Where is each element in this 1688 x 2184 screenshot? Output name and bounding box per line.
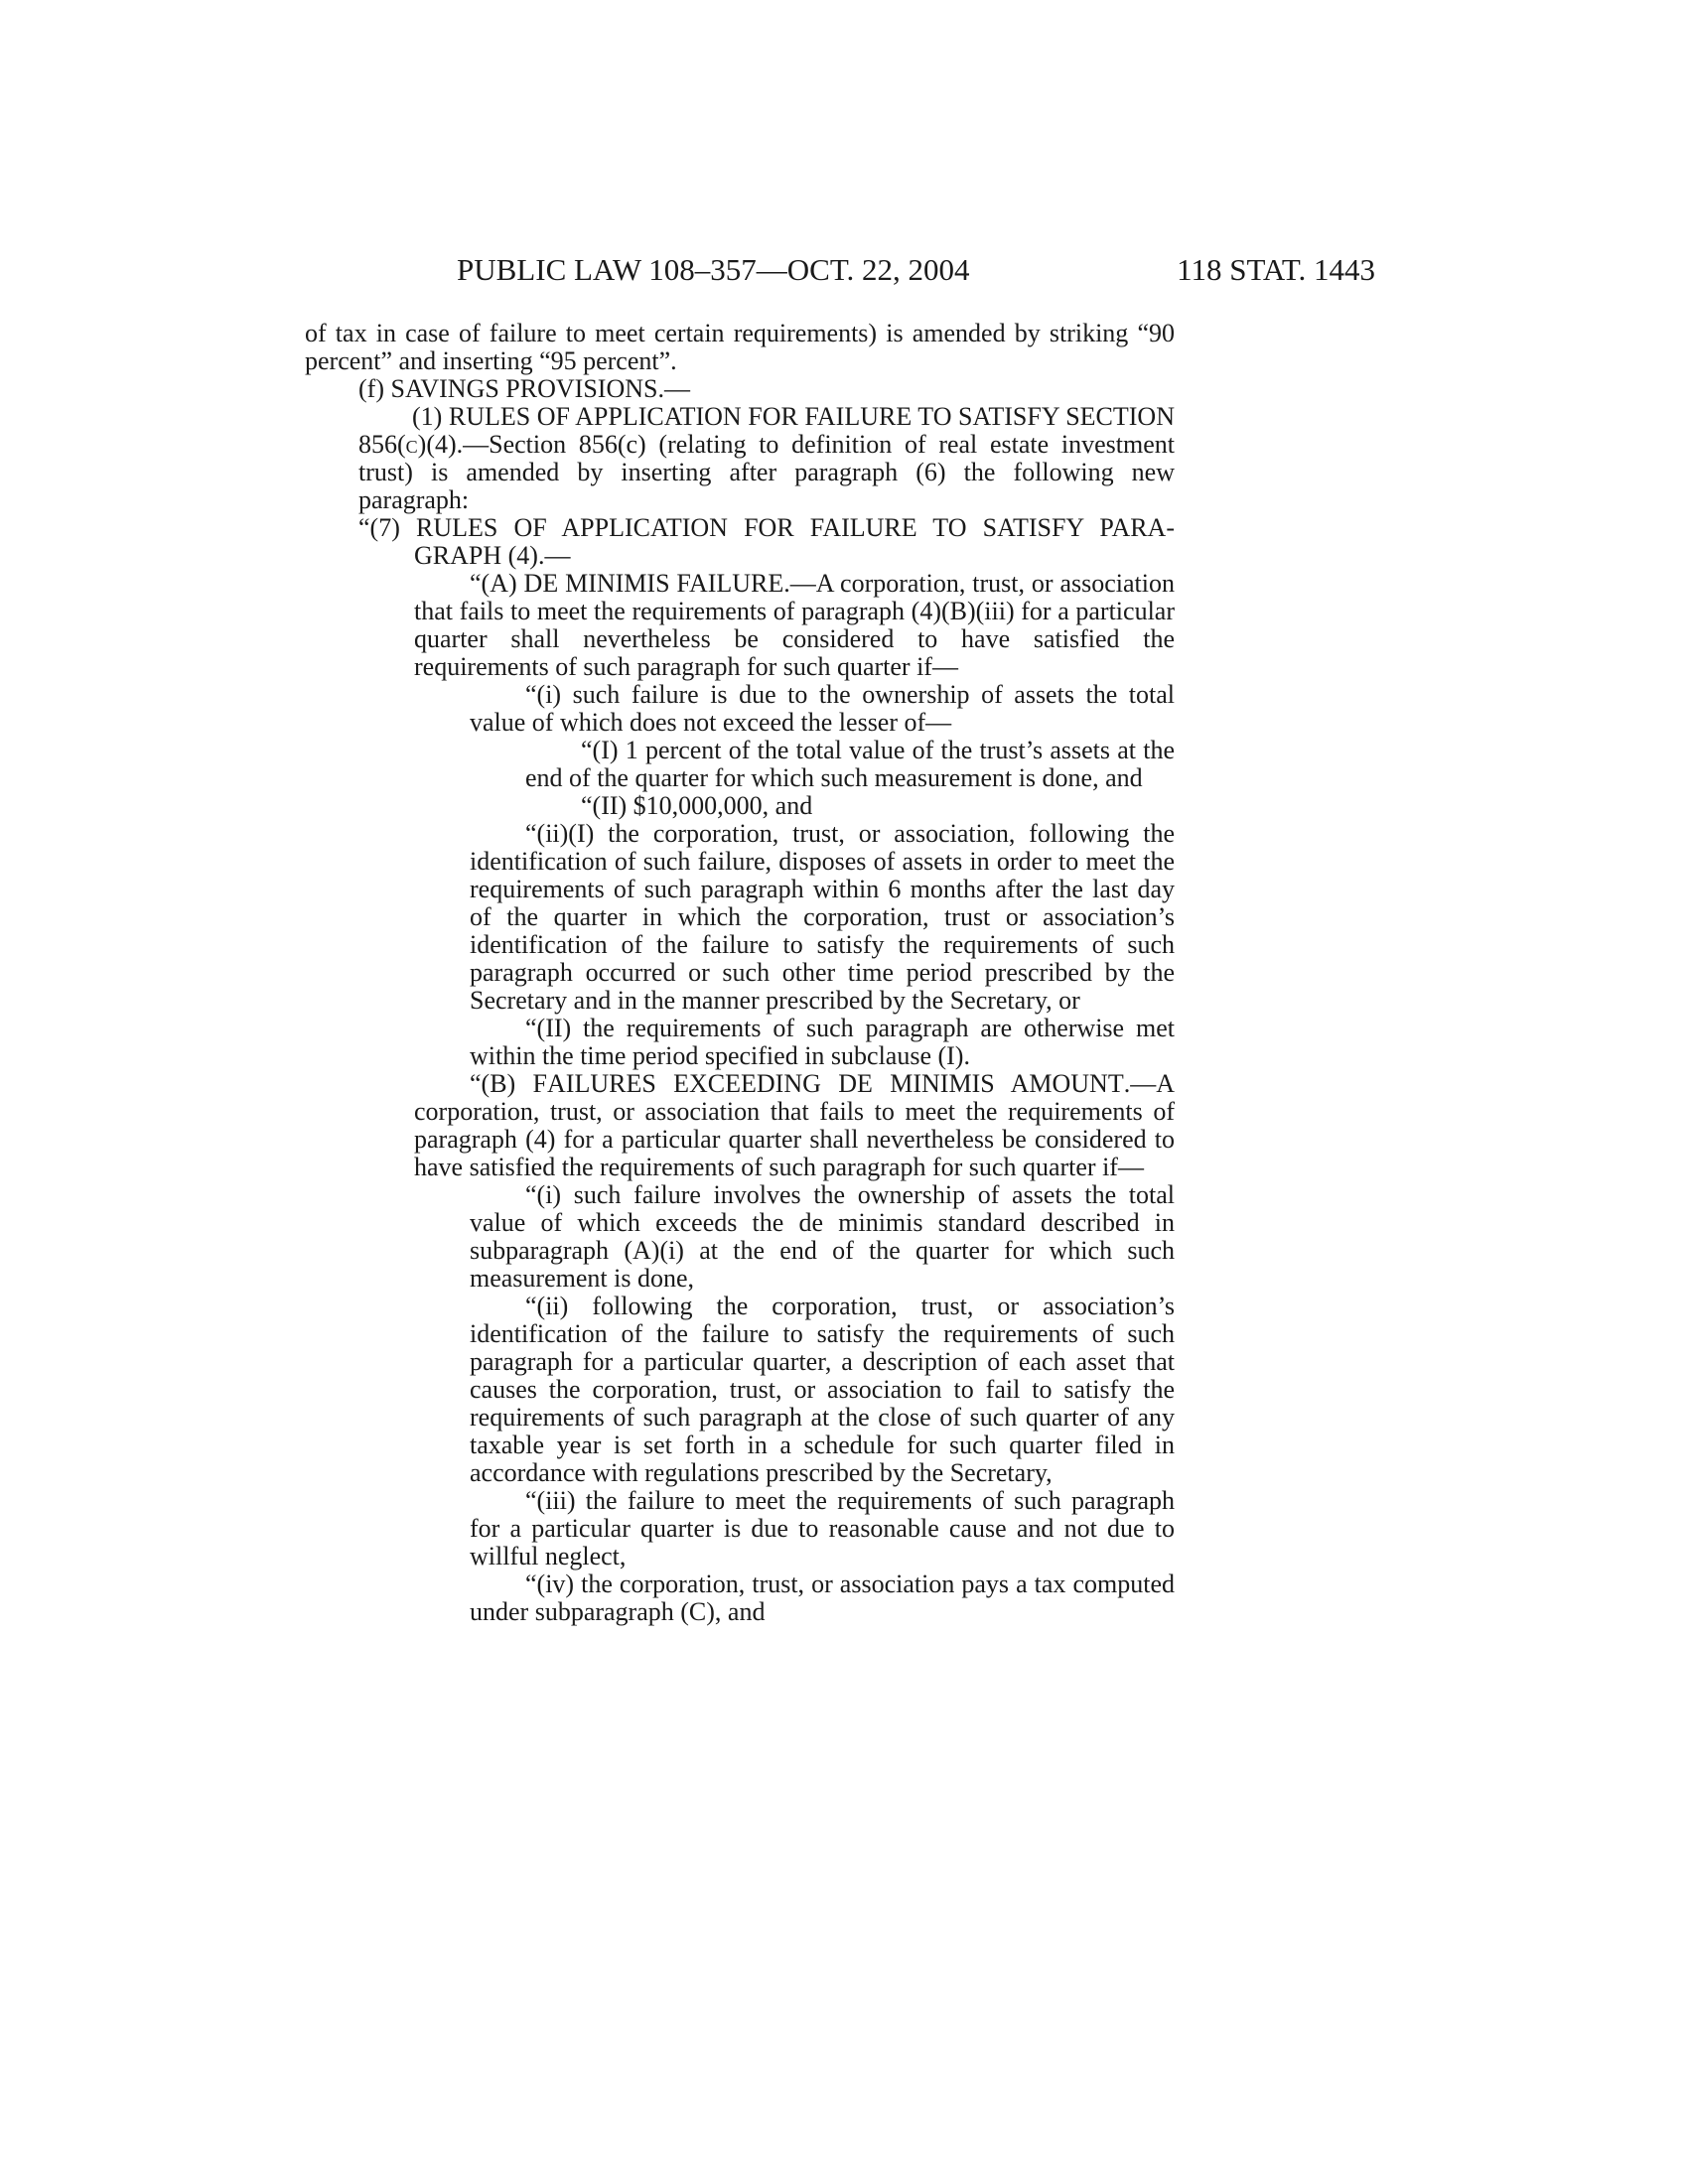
- subclause-A-i-II: “(II) $10,000,000, and: [581, 791, 813, 820]
- subsection-f-heading: (f) SAVINGS PROVISIONS.—: [358, 374, 690, 403]
- subclause-A-i-I: “(I) 1 percent of the total value of the trust’s assets at the end of the quarter for which such measurement is done, and: [525, 736, 1175, 792]
- paragraph-continuation: of tax in case of failure to meet certain requirements) is amended by striking “90 percent” and inserting “95 percent”.: [305, 319, 1175, 375]
- header-page-ref: 118 STAT. 1443: [1177, 252, 1375, 287]
- header-title: PUBLIC LAW 108–357—OCT. 22, 2004: [457, 252, 970, 287]
- statute-body: [305, 320, 1175, 1626]
- subparagraph-A: “(A) DE MINIMIS FAILURE.—A corporation, trust, or association that fails to meet the requirements of paragraph (4)(B)(iii) for a particular quarter shall nevertheless be considered to have satisfied the requirements of such paragraph for such quarter if—: [414, 569, 1175, 681]
- running-header: [457, 250, 1375, 290]
- clause-B-i: “(i) such failure involves the ownership of assets the total value of which exceeds the de minimis standard described in subparagraph (A)(i) at the end of the quarter for which such measurement is done,: [470, 1180, 1175, 1293]
- clause-B-iii: “(iii) the failure to meet the requirements of such paragraph for a particular quarter is due to reasonable cause and not due to willful neglect,: [470, 1486, 1175, 1570]
- clause-B-iv: “(iv) the corporation, trust, or association pays a tax computed under subparagraph (C), and: [470, 1570, 1175, 1626]
- clause-B-ii: “(ii) following the corporation, trust, or association’s identification of the failure to satisfy the requirements of such paragraph for a particular quarter, a description of each asset that causes the corporation, trust, or association to fail to satisfy the requirements of such paragraph at the close of such quarter of any taxable year is set forth in a schedule for such quarter filed in accordance with regulations prescribed by the Secretary,: [470, 1292, 1175, 1487]
- subparagraph-B: “(B) FAILURES EXCEEDING DE MINIMIS AMOUNT.—A corporation, trust, or association that fails to meet the requirements of paragraph (4) for a particular quarter shall nevertheless be considered to have satisfied the requirements of such paragraph for such quarter if—: [414, 1069, 1175, 1181]
- clause-A-ii-II: “(II) the requirements of such paragraph are otherwise met within the time period specified in subclause (I).: [470, 1014, 1175, 1070]
- paragraph-7-heading: “(7) RULES OF APPLICATION FOR FAILURE TO SATISFY PARA- GRAPH (4).—: [358, 513, 1175, 570]
- clause-A-i: “(i) such failure is due to the ownership of assets the total value of which does not exceed the lesser of—: [470, 680, 1175, 737]
- clause-A-ii-I: “(ii)(I) the corporation, trust, or association, following the identification of such failure, disposes of assets in order to meet the requirements of such paragraph within 6 months after the last day of the quarter in which the corporation, trust or association’s identification of the failure to satisfy the requirements of such paragraph occurred or such other time period prescribed by the Secretary and in the manner prescribed by the Secretary, or: [470, 819, 1175, 1015]
- paragraph-1: (1) RULES OF APPLICATION FOR FAILURE TO SATISFY SECTION 856(c)(4).—Section 856(c) (relating to definition of real estate investment trust) is amended by inserting after paragraph (6) the following new paragraph:: [358, 402, 1175, 514]
